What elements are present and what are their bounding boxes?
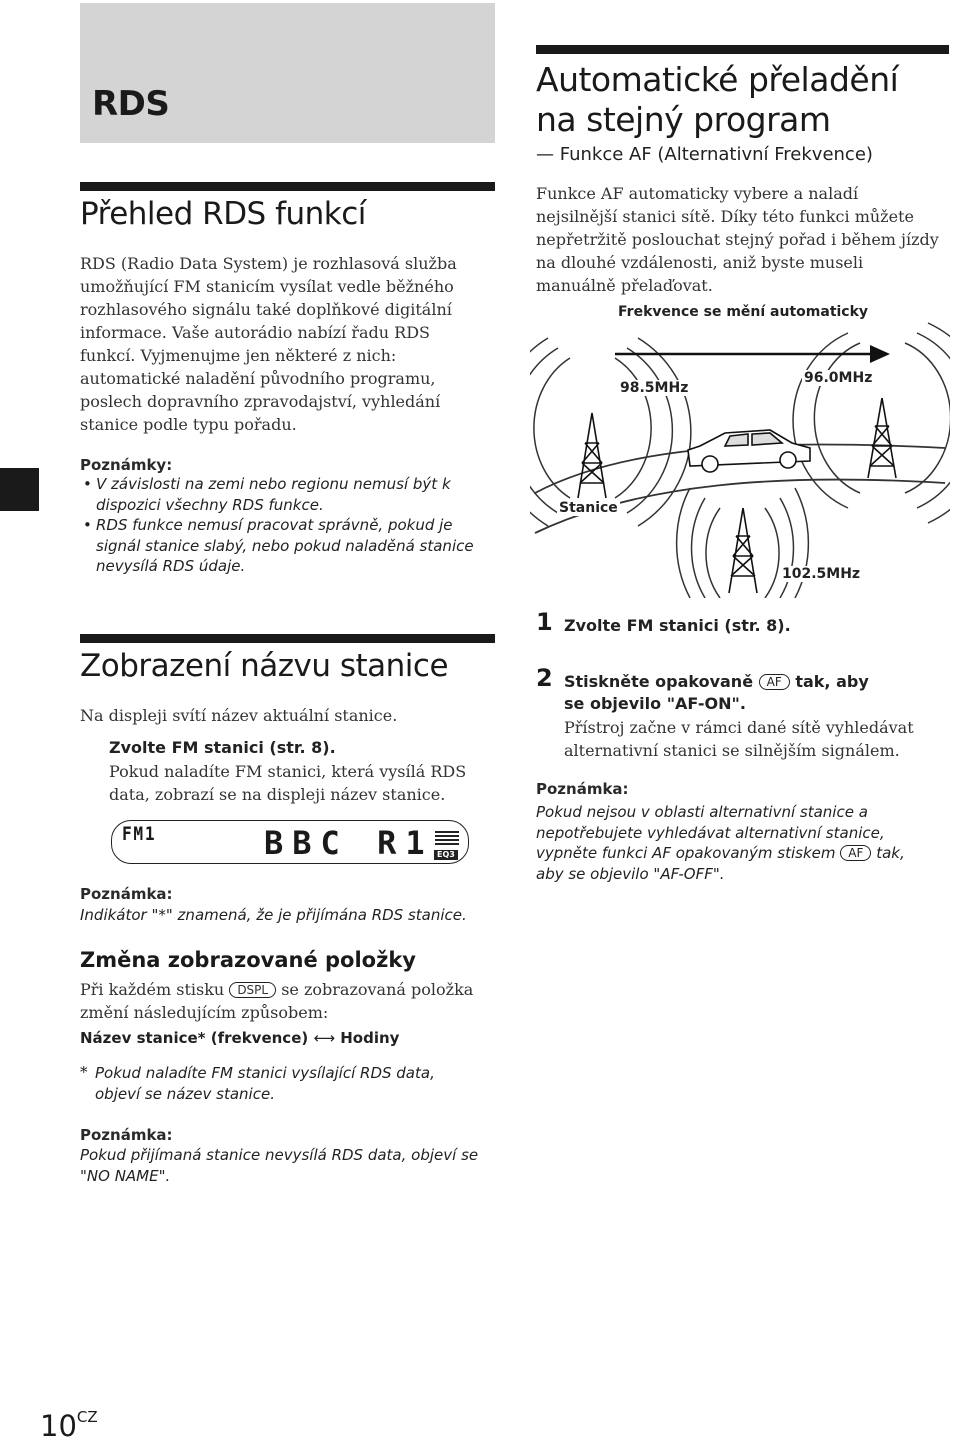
dspl-key: DSPL [229,982,276,998]
section-rule [80,634,495,643]
radio-tower-right [868,398,896,478]
note-text: Indikátor "*" znamená, že je přijímána RDS stanice. [80,906,467,924]
lcd-band: FM1 [122,823,157,845]
equalizer-icon [432,830,462,852]
radio-waves-left [530,338,691,526]
car-icon [688,430,810,472]
af-title-line1: Automatické přeladění [536,60,899,99]
display-sequence [80,1029,399,1047]
af-note-after: tak, aby se objevilo "AF-OFF". [536,844,905,883]
page-number [40,1408,98,1443]
freq-label-right: 96.0MHz [804,370,873,386]
step-2-detail: Přístroj začne v rámci dané sítě vyhledávat alternativní stanici se silnějším signálem. [564,718,914,760]
note-item: • V závislosti na zemi nebo regionu nemusí být k dispozici všechny RDS funkce. [96,474,471,515]
sequence-right: Hodiny [340,1029,400,1047]
af-diagram [530,298,950,598]
note-item: • RDS funkce nemusí pracovat správně, pokud je signál stanice slabý, nebo pokud naladěná stanice nevysílá RDS údaje. [96,515,501,577]
step-2-before: Stiskněte opakovaně [564,672,754,691]
overview-text: RDS (Radio Data System) je rozhlasová služba umožňující FM stanicím vysílat vedle běžného rozhlasového signálu také doplňkové digitální informace. Vaše autorádio nabízí řadu RDS funkcí. Vyjmenujme jen některé z nich: automatické naladění původního programu, poslech dopravního zpravodajství, vyhledání stanice podle typu pořadu. [80,254,457,434]
station-name-title: Zobrazení názvu stanice [80,648,449,684]
note-text: Pokud přijímaná stanice nevysílá RDS data, objeví se "NO NAME". [80,1146,479,1185]
double-arrow-icon: ⟷ [313,1029,335,1047]
page-language: CZ [76,1408,98,1426]
station-name-step-text: Pokud naladíte FM stanici, která vysílá RDS data, zobrazí se na displeji název stanice. [109,762,467,804]
section-rule [536,45,949,54]
diagram-caption: Frekvence se mění automaticky [618,304,869,320]
lcd-station-name: BBC R1 [264,824,434,862]
overview-title: Přehled RDS funkcí [80,196,366,232]
station-label: Stanice [559,500,618,516]
af-key: AF [759,674,790,690]
af-title-line2: na stejný program [536,100,831,139]
display-item-title: Změna zobrazované položky [80,948,416,972]
radio-tower-left [578,413,606,498]
step-number: 2 [536,664,553,692]
display-item-text-before: Při každém stisku [80,980,225,999]
station-name-step: Zvolte FM stanici (str. 8). [109,738,336,757]
note-heading: Poznámka: [536,780,629,798]
lcd-eq-label: EQ3 [434,850,458,860]
freq-label-left: 98.5MHz [620,380,689,396]
notes-heading: Poznámky: [80,456,173,474]
af-text: Funkce AF automaticky vybere a naladí nejsilnější stanici sítě. Díky této funkci můžete nepřetržitě poslouchat stejný pořad i během jízdy na dlouhé vzdálenosti, aniž byste museli manuálně přelaďovat. [536,184,939,295]
af-subtitle: — Funkce AF (Alternativní Frekvence) [536,144,873,165]
step-2-text [564,672,944,691]
radio-tower-bottom [729,508,757,593]
note-heading: Poznámka: [80,885,173,903]
note-heading: Poznámka: [80,1126,173,1144]
step-number: 1 [536,608,553,636]
station-name-intro: Na displeji svítí název aktuální stanice. [80,706,398,725]
lcd-display [111,820,469,864]
footnote-mark: * [80,1063,88,1081]
af-key: AF [840,845,871,861]
af-note-before: Pokud nejsou v oblasti alternativní stanice a nepotřebujete vyhledávat alternativní stanice, vypněte funkci AF opakovaným stiskem [536,803,885,862]
section-rule [80,182,495,191]
side-tab-marker [0,468,39,511]
section-label: RDS [92,84,170,124]
sequence-left: Název stanice* (frekvence) [80,1029,309,1047]
step-2-after: tak, aby [795,672,869,691]
freq-label-bottom: 102.5MHz [782,566,861,582]
display-item-text [80,978,480,1024]
step-2-line2: se objevilo "AF-ON". [564,694,746,713]
af-note [536,802,936,884]
display-item-text-after: se zobrazovaná položka změní následujícím způsobem: [80,980,474,1022]
step-1-text: Zvolte FM stanici (str. 8). [564,616,791,635]
page-number-value: 10 [40,1409,77,1443]
footnote-text: Pokud naladíte FM stanici vysílající RDS data, objeví se název stanice. [95,1064,435,1103]
